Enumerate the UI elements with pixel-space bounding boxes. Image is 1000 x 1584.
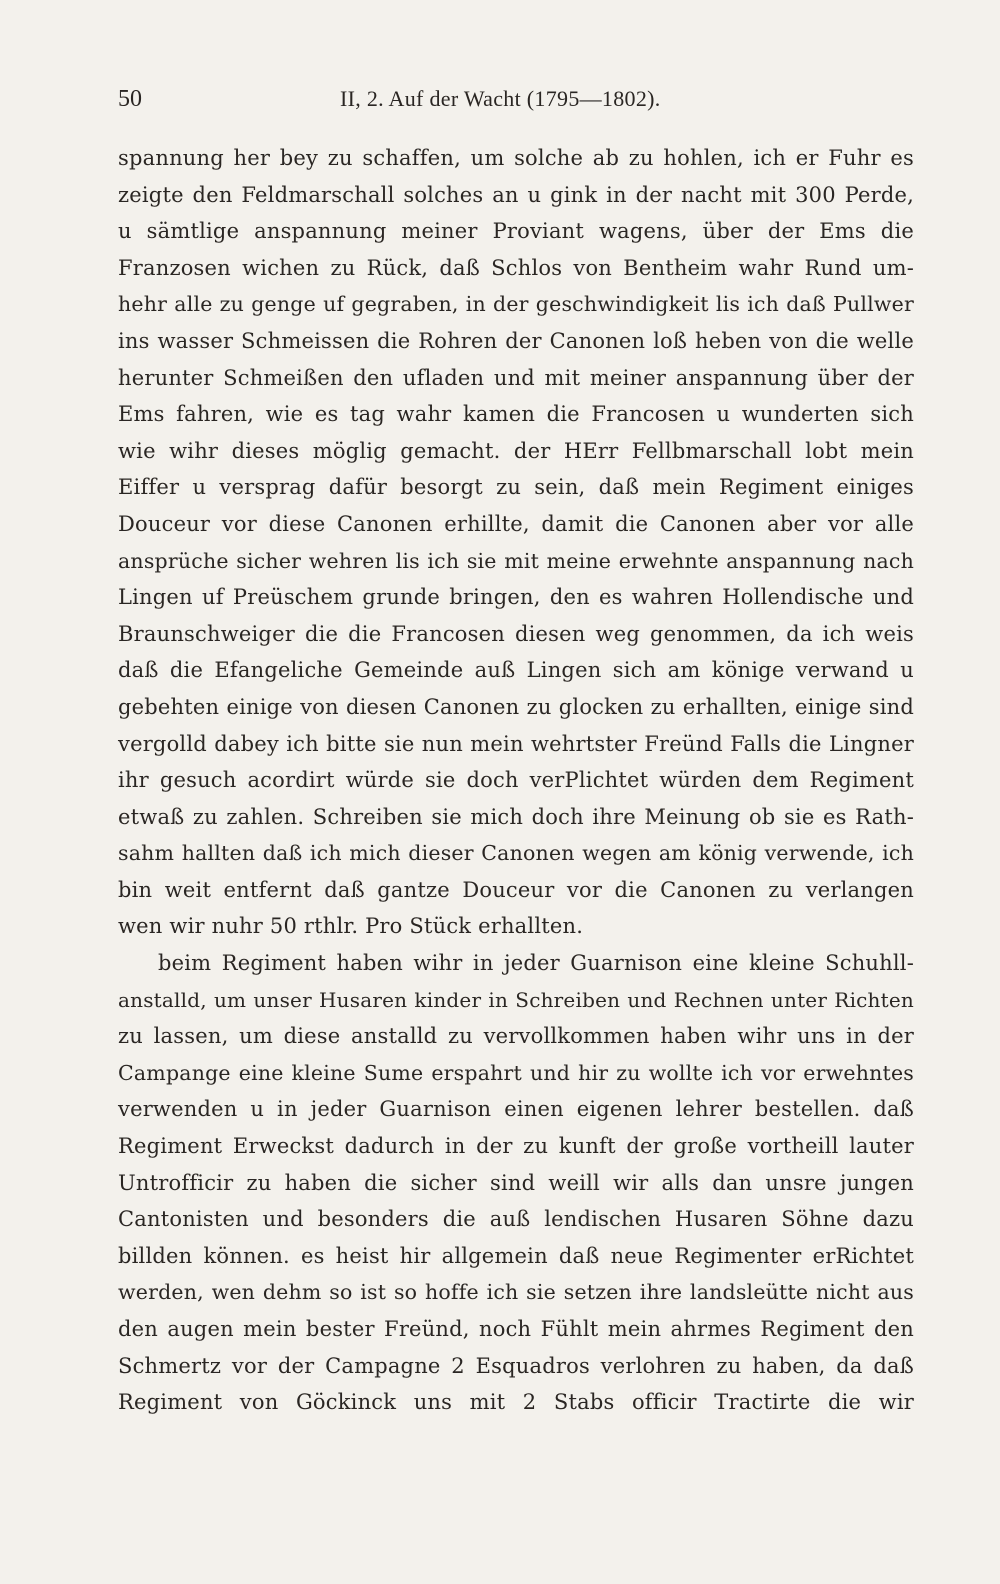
text-line: Lingen uf Preüschem grunde bringen, den es wahren Hollendische und [118, 585, 914, 610]
text-line: herunter Schmeißen den ufladen und mit meiner anspannung über der [118, 365, 914, 390]
text-line: spannung her bey zu schaffen, um solche ab zu hohlen, ich er Fuhr es [118, 146, 914, 170]
text-line: werden, wen dehm so ist so hoffe ich sie setzen ihre landsleütte nicht aus [118, 1280, 914, 1305]
text-line: Eiffer u versprag dafür besorgt zu sein, daß mein Regiment einiges [118, 475, 914, 500]
text-line: Campange eine kleine Sume erspahrt und hir zu wollte ich vor erwehntes [118, 1060, 914, 1085]
text-line: wen wir nuhr 50 rthlr. Pro Stück erhallten. [118, 914, 584, 939]
text-line: Braunschweiger die die Francosen diesen weg genommen, da ich weis [118, 621, 914, 646]
text-line: daß die Efangeliche Gemeinde auß Lingen sich am könige verwand u [118, 658, 914, 683]
text-line: Douceur vor diese Canonen erhillte, damit die Canonen aber vor alle [118, 511, 914, 536]
paragraph-2 [118, 945, 914, 1421]
text-line: gebehten einige von diesen Canonen zu glocken zu erhallten, einige sind [118, 694, 914, 719]
text-line: ansprüche sicher wehren lis ich sie mit meine erwehnte anspannung nach [118, 548, 914, 573]
running-head: II, 2. Auf der Wacht (1795—1802). [340, 86, 661, 111]
text-line: Regiment Erweckst dadurch in der zu kunft der große vortheill lauter [118, 1134, 914, 1159]
page-number: 50 [118, 86, 142, 112]
text-line: bin weit entfernt daß gantze Douceur vor die Canonen zu verlangen [118, 877, 914, 902]
text-line: etwaß zu zahlen. Schreiben sie mich doch ihre Meinung ob sie es Rath- [118, 804, 914, 829]
text-line: Ems fahren, wie es tag wahr kamen die Francosen u wunderten sich [118, 402, 914, 427]
text-line: Untrofficir zu haben die sicher sind weill wir alls dan unsre jungen [118, 1170, 914, 1195]
text-line: sahm hallten daß ich mich dieser Canonen wegen am könig verwende, ich [118, 841, 914, 866]
text-line: ins wasser Schmeissen die Rohren der Canonen loß heben von die welle [118, 328, 914, 353]
text-line: Schmertz vor der Campagne 2 Esquadros verlohren zu haben, da daß [118, 1353, 914, 1378]
text-line: beim Regiment haben wihr in jeder Guarnison eine kleine Schuhll- [158, 951, 914, 976]
paragraph-1 [118, 140, 914, 945]
text-line: zeigte den Feldmarschall solches an u gink in der nacht mit 300 Perde, [118, 182, 914, 207]
text-line: ihr gesuch acordirt würde sie doch verPlichtet würden dem Regiment [118, 768, 914, 793]
text-line: vergolld dabey ich bitte sie nun mein wehrtster Freünd Falls die Lingner [118, 731, 914, 756]
text-line: zu lassen, um diese anstalld zu vervollkommen haben wihr uns in der [118, 1024, 914, 1049]
text-line: verwenden u in jeder Guarnison einen eigenen lehrer bestellen. daß [118, 1097, 914, 1122]
text-line: hehr alle zu genge uf gegraben, in der geschwindigkeit lis ich daß Pullwer [118, 292, 914, 317]
text-line: u sämtlige anspannung meiner Proviant wagens, über der Ems die [118, 219, 914, 244]
text-line: billden können. es heist hir allgemein daß neue Regimenter erRichtet [118, 1243, 914, 1268]
text-line: den augen mein bester Freünd, noch Fühlt mein ahrmes Regiment den [118, 1317, 914, 1341]
text-line: Cantonisten und besonders die auß lendischen Husaren Söhne dazu [118, 1207, 914, 1232]
text-line: Franzosen wichen zu Rück, daß Schlos von Bentheim wahr Rund um- [118, 255, 914, 280]
body-text [118, 140, 914, 1421]
text-line: Regiment von Göckinck uns mit 2 Stabs officir Tractirte die wir [118, 1390, 914, 1415]
text-line: wie wihr dieses möglig gemacht. der HErr Fellbmarschall lobt mein [118, 438, 914, 463]
text-line: anstalld, um unser Husaren kinder in Schreiben und Rechnen unter Richten [118, 987, 914, 1012]
